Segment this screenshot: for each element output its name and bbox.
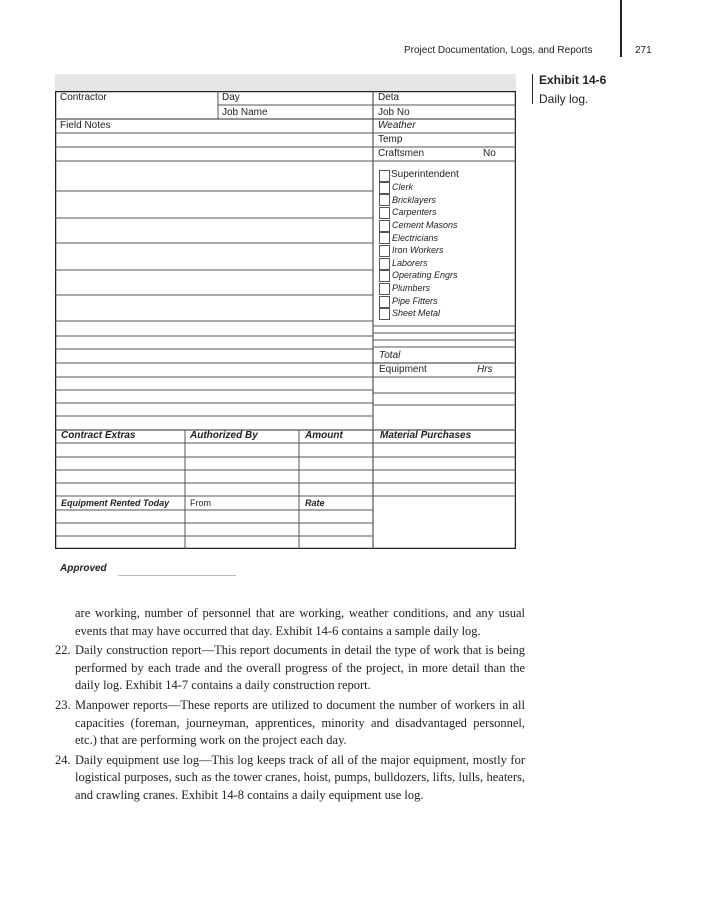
- exhibit-rule: [532, 74, 533, 104]
- running-title: Project Documentation, Logs, and Reports: [404, 45, 593, 56]
- date-label: Deta: [378, 92, 400, 103]
- craft-label: Pipe Fitters: [392, 296, 438, 306]
- craft-label: Bricklayers: [392, 195, 437, 205]
- equipment-label: Equipment: [379, 364, 427, 375]
- rate-label: Rate: [305, 498, 325, 508]
- amount-label: Amount: [305, 430, 343, 441]
- exhibit-title: Exhibit 14-6: [539, 73, 607, 87]
- list-item-text: Daily construction report—This report documents in detail the type of work that is being performed by each trade and the overall progress of the project, in more detail than the daily log. Exhibit 14-7 contains a daily construction report.: [75, 643, 525, 693]
- list-item-number: 24.: [55, 752, 71, 767]
- craft-checkbox[interactable]: [379, 296, 390, 308]
- craft-checkbox[interactable]: [379, 194, 390, 206]
- list-item-number: 23.: [55, 697, 71, 712]
- craft-label: Iron Workers: [392, 245, 444, 255]
- craft-label: Laborers: [392, 258, 428, 268]
- craftsmen-label: Craftsmen: [378, 148, 425, 159]
- page-number: 271: [635, 45, 652, 56]
- job-no-label: Job No: [378, 107, 410, 118]
- list-item: [55, 642, 525, 695]
- craft-checkbox[interactable]: [379, 308, 390, 320]
- material-purchases-label: Material Purchases: [380, 430, 472, 441]
- craft-label: Sheet Metal: [392, 308, 441, 318]
- craft-checkbox[interactable]: [379, 232, 390, 244]
- contractor-label: Contractor: [60, 92, 107, 103]
- approved-label: Approved: [60, 563, 107, 574]
- craft-label: Cement Masons: [392, 220, 458, 230]
- superintendent-checkbox[interactable]: [379, 170, 390, 182]
- day-label: Day: [222, 92, 240, 103]
- craft-checkbox[interactable]: [379, 270, 390, 282]
- daily-log-form: [55, 91, 516, 549]
- craft-label: Clerk: [392, 182, 414, 192]
- weather-label: Weather: [378, 120, 416, 131]
- list-item-number: 22.: [55, 643, 71, 658]
- equipment-rented-today-label: Equipment Rented Today: [61, 498, 170, 508]
- form-grid: [55, 91, 516, 549]
- craft-checkbox[interactable]: [379, 245, 390, 257]
- craft-label: Carpenters: [392, 207, 437, 217]
- from-label: From: [190, 498, 211, 508]
- craft-checkbox[interactable]: [379, 182, 390, 194]
- form-header-band: [55, 74, 516, 91]
- no-label: No: [483, 148, 496, 159]
- continuation-paragraph: are working, number of personnel that are working, weather conditions, and any usual events that may have occurred that day. Exhibit 14-6 contains a sample daily log.: [75, 606, 525, 638]
- list-item: [55, 697, 525, 750]
- list-item-text: Manpower reports—These reports are utilized to document the number of workers in all capacities (foreman, journeyman, apprentices, minority and disadvantaged personnel, etc.) that are performing work on the project each day.: [75, 697, 525, 748]
- list-item: [55, 752, 525, 805]
- approved-signature-line[interactable]: [118, 575, 236, 576]
- contract-extras-label: Contract Extras: [61, 430, 136, 441]
- temp-label: Temp: [378, 134, 403, 145]
- craft-checkbox[interactable]: [379, 220, 390, 232]
- superintendent-label: Superintendent: [391, 169, 459, 180]
- header-rule: [620, 0, 622, 57]
- craft-checkbox[interactable]: [379, 283, 390, 295]
- craft-label: Electricians: [392, 233, 439, 243]
- hrs-label: Hrs: [477, 364, 493, 375]
- total-label: Total: [379, 350, 401, 361]
- craft-label: Plumbers: [392, 283, 431, 293]
- field-notes-label: Field Notes: [60, 120, 111, 131]
- exhibit-caption: Daily log.: [539, 92, 589, 106]
- list-item-text: Daily equipment use log—This log keeps track of all of the major equipment, mostly for logistical purposes, such as the tower cranes, hoist, pumps, bulldozers, lifts, lulls, heaters, and crawling cranes. Exhibit 14-8 contains a daily equipment use log.: [75, 752, 525, 802]
- craft-checkbox[interactable]: [379, 258, 390, 270]
- authorized-by-label: Authorized By: [190, 430, 258, 441]
- body-text: [55, 605, 525, 807]
- craft-checkbox[interactable]: [379, 207, 390, 219]
- craft-label: Operating Engrs: [392, 270, 458, 280]
- job-name-label: Job Name: [222, 107, 268, 118]
